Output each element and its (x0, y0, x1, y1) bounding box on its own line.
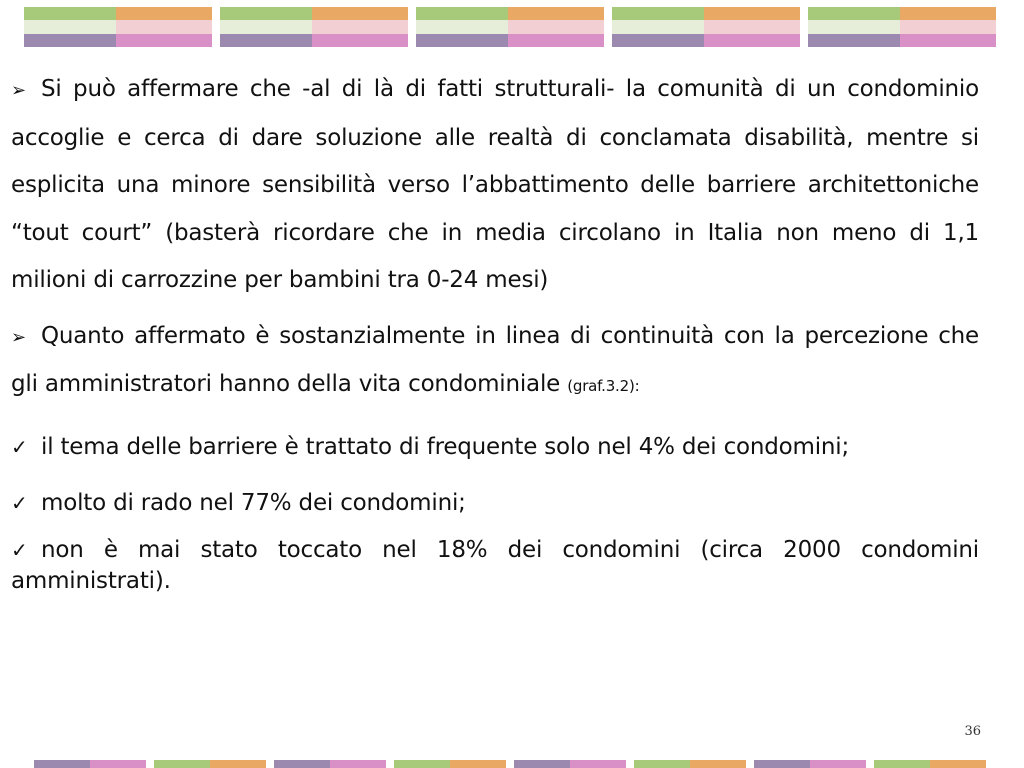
header-tile (612, 7, 800, 47)
checkmark-icon: ✓ (11, 490, 28, 515)
paragraph-1 (11, 66, 979, 305)
checkmark-icon: ✓ (11, 537, 28, 562)
arrow-bullet-icon: ➢ (11, 80, 26, 101)
slide-body (11, 66, 979, 597)
check-item-text: il tema delle barriere è trattato di frequente solo nel 4% dei condomini; (41, 433, 850, 460)
check-item-1 (11, 429, 979, 465)
paragraph-1-text: Si può affermare che -al di là di fatti strutturali- la comunità di un condominio accoglie e cerca di dare soluzione alle realtà di conclamata disabilità, mentre si esplicita una minore sensibilità verso l’abbattimento delle barriere architettoniche “tout court” (basterà ricordare che in media circolano in Italia non meno di 1,1 milioni di carrozzine per bambini tra 0-24 mesi) (11, 76, 979, 293)
paragraph-2 (11, 313, 979, 411)
check-item-text: molto di rado nel 77% dei condomini; (41, 489, 466, 516)
page-number: 36 (964, 724, 981, 739)
footer-decoration (0, 760, 1024, 768)
header-tile (416, 7, 604, 47)
header-tile (808, 7, 996, 47)
header-tile (24, 7, 212, 47)
arrow-bullet-icon: ➢ (11, 326, 26, 348)
checkmark-icon: ✓ (11, 434, 28, 459)
check-item-3 (11, 535, 979, 597)
graph-reference: (graf.3.2): (567, 377, 640, 395)
paragraph-2-text: Quanto affermato è sostanzialmente in linea di continuità con la percezione che gli amministratori hanno della vita condominiale (11, 322, 979, 397)
header-tile (220, 7, 408, 47)
header-decoration (0, 0, 1024, 50)
check-item-text: non è mai stato toccato nel 18% dei condomini (circa 2000 condomini amministrati). (11, 536, 979, 594)
check-item-2 (11, 485, 979, 521)
